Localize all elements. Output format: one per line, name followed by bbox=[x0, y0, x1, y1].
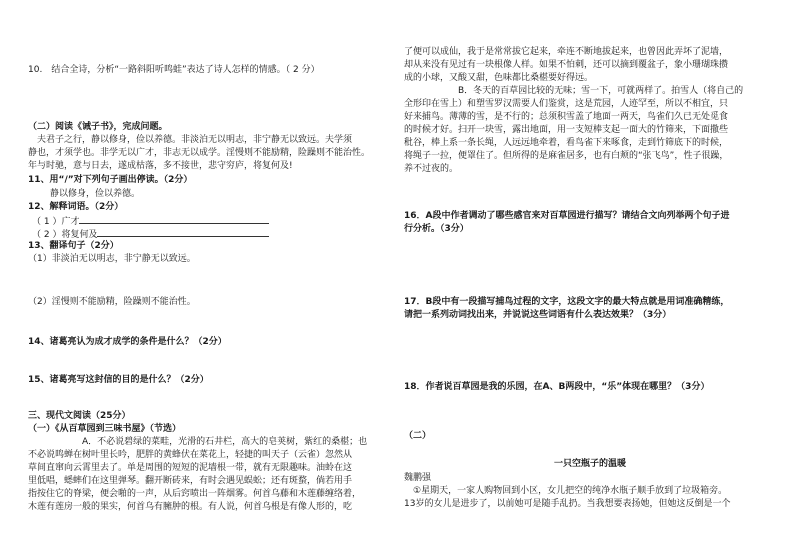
question-10: 10. 结合全诗，分析“一路斜阳听鸣蛙”表达了诗人怎样的情感。（ 2 分） bbox=[28, 65, 320, 75]
story-line: 13岁的女儿是进步了，以前她可是随手乱扔。当我想要表扬她，但她这反倒是一个 bbox=[404, 499, 731, 509]
part-2-label: （二） bbox=[404, 431, 432, 441]
passage-a-line: A．不必说碧绿的菜畦，光滑的石井栏，高大的皂荚树，紫红的桑椹；也 bbox=[28, 437, 368, 447]
question-18: 18．作者说百草园是我的乐园，在A、B两段中，“乐”体现在哪里？（3分） bbox=[404, 382, 710, 392]
passage-a-cont-line: 了便可以成仙，我于是常常拔它起来，牵连不断地拔起来，也曾因此弄坏了泥墙， bbox=[404, 47, 729, 57]
answer-blank[interactable] bbox=[79, 214, 269, 224]
question-13-item-1: （1）非淡泊无以明志，非宁静无以致远。 bbox=[28, 254, 196, 264]
section-3-title: 三、现代文阅读（25分） bbox=[28, 411, 131, 421]
question-15: 15、诸葛亮写这封信的目的是什么？（2分） bbox=[28, 375, 209, 385]
passage-b-line: 养不过夜的。 bbox=[404, 164, 459, 174]
passage-a-line: 草间直窜向云霄里去了。单是周围的短短的泥墙根一带，就有无限趣味。油蛉在这 bbox=[28, 463, 353, 473]
question-13-item-2: （2）淫慢则不能励精，险躁则不能治性。 bbox=[28, 297, 196, 307]
passage-a-line: 不必说鸣蝉在树叶里长吟，肥胖的黄蜂伏在菜花上，轻捷的叫天子（云雀）忽然从 bbox=[28, 450, 353, 460]
passage-a-cont-line: 却从来没有见过有一块根像人样。如果不怕刺，还可以摘到覆盆子，象小珊瑚珠攒 bbox=[404, 60, 729, 70]
passage-b-line: 全形印在雪上）和塑雪罗汉需要人们鉴赏，这是荒园，人迹罕至，所以不相宜，只 bbox=[404, 99, 729, 109]
question-12-item-2 bbox=[32, 227, 269, 241]
passage-b-line: 好来捕鸟。薄薄的雪，是不行的；总须积雪盖了地面一两天，鸟雀们久已无处觅食 bbox=[404, 112, 729, 122]
section-2-title: （二）阅读《诫子书》，完成问题。 bbox=[28, 122, 168, 132]
passage-a-line: 木莲有莲房一般的果实，何首乌有臃肿的根。有人说，何首乌根是有像人形的，吃 bbox=[28, 502, 353, 512]
passage-line: 夫君子之行，静以修身，俭以养德。非淡泊无以明志，非宁静无以致远。夫学须 bbox=[28, 135, 353, 145]
question-12: 12、解释词语。（2分） bbox=[28, 202, 124, 212]
question-16: 16．A段中作者调动了哪些感官来对百草园进行描写？请结合文向列举两个句子进 bbox=[404, 211, 730, 221]
passage-b-line: 秕谷，棒上系一条长绳，人远远地牵着，看鸟雀下来啄食，走到竹筛底下的时候， bbox=[404, 138, 729, 148]
question-12-item-2-label: （ 2 ）将复何及 bbox=[32, 230, 98, 240]
question-13: 13、翻译句子（2分） bbox=[28, 241, 119, 251]
question-12-item-1-label: （ 1 ）广才 bbox=[32, 217, 80, 227]
question-12-item-1 bbox=[32, 214, 269, 228]
question-16-cont: 行分析。（3分） bbox=[404, 224, 469, 234]
passage-line: 年与时驰，意与日去，遂成枯落，多不接世，悲守穷庐，将复何及! bbox=[28, 161, 293, 171]
question-17: 17．B段中有一段描写捕鸟过程的文字，这段文字的最大特点就是用词准确精练， bbox=[404, 297, 730, 307]
passage-a-cont-line: 成的小球，又酸又甜，色味都比桑椹要好得远。 bbox=[404, 73, 594, 83]
passage-b-line: 将绳子一拉，便罩住了。但所得的是麻雀居多，也有白颊的“张飞鸟”，性子很躁， bbox=[404, 151, 729, 161]
passage-a-line: 里低唱，蟋蟀们在这里弹琴。翻开断砖来，有时会遇见蜈蚣；还有斑蝥，倘若用手 bbox=[28, 476, 353, 486]
question-11: 11、用“/”对下列句子画出停读。（2分） bbox=[28, 175, 193, 185]
question-14: 14、诸葛亮认为成才成学的条件是什么？（2分） bbox=[28, 337, 227, 347]
passage-b-line: 的时候才好。扫开一块雪，露出地面，用一支短棒支起一面大的竹筛来，下面撒些 bbox=[404, 125, 729, 135]
passage-a-line: 指按住它的脊梁，便会啪的一声，从后窍喷出一阵烟雾。何首乌藤和木莲藤缠络着， bbox=[28, 489, 362, 499]
question-17-cont: 请把一系列动词找出来，并说说这些词语有什么表达效果？（3分） bbox=[404, 310, 672, 320]
story-line: ①星期天，一家人购物回到小区，女儿把空的纯净水瓶子顺手放到了垃圾箱旁。 bbox=[404, 486, 728, 496]
story-author: 魏鹏强 bbox=[404, 473, 432, 483]
story-title: 一只空瓶子的温暖 bbox=[553, 459, 626, 469]
question-11-sentence: 静以修身，俭以养德。 bbox=[50, 189, 141, 199]
passage-b-line: B．冬天的百草园比较的无味；雪一下，可就两样了。拍雪人（将自己的 bbox=[404, 86, 744, 96]
section-3-subtitle: （一）《从百草园到三味书屋》（节选） bbox=[28, 424, 182, 434]
answer-blank[interactable] bbox=[97, 227, 269, 237]
passage-line: 静也，才须学也。非学无以广才，非志无以成学。淫慢则不能励精，险躁则不能治性。 bbox=[28, 148, 371, 158]
